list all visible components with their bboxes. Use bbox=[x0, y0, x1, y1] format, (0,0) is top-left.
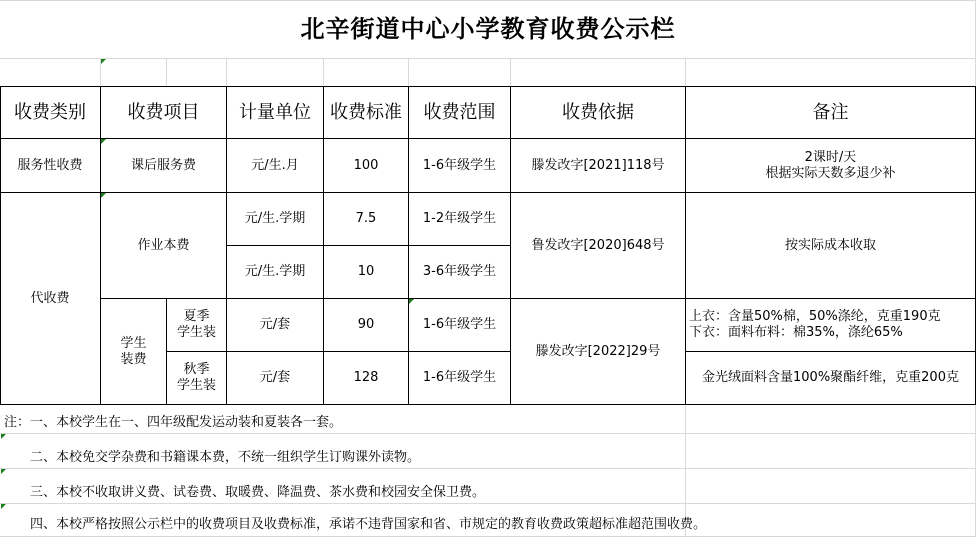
header-basis: 收费依据 bbox=[562, 101, 634, 123]
header-unit: 计量单位 bbox=[239, 101, 311, 123]
service-category: 服务性收费 bbox=[17, 157, 83, 173]
service-unit: 元/生.月 bbox=[251, 157, 299, 173]
note-3: 三、本校不收取讲义费、试卷费、取暖费、降温费、茶水费和校园安全保卫费。 bbox=[4, 485, 486, 500]
cell-comment-marker bbox=[101, 139, 106, 144]
service-remark: 2课时/天 根据实际天数多退少补 bbox=[765, 149, 896, 181]
service-item: 课后服务费 bbox=[130, 157, 196, 173]
service-standard: 100 bbox=[353, 157, 379, 173]
uniform-summary-sub: 夏季 学生装 bbox=[176, 309, 216, 340]
uniform-summary-standard: 90 bbox=[357, 317, 375, 332]
homework-unit-1: 元/生.学期 bbox=[244, 211, 306, 226]
uniform-autumn-sub: 秋季 学生装 bbox=[176, 362, 216, 393]
cell-comment-marker bbox=[101, 193, 106, 198]
page-title: 北辛街道中心小学教育收费公示栏 bbox=[300, 15, 676, 43]
header-fee-category: 收费类别 bbox=[14, 101, 86, 123]
cell-comment-marker bbox=[1, 434, 6, 439]
cell-comment-marker bbox=[101, 59, 106, 64]
homework-unit-2: 元/生.学期 bbox=[244, 264, 306, 279]
uniform-summary-unit: 元/套 bbox=[259, 317, 291, 332]
service-basis: 滕发改字[2021]118号 bbox=[531, 157, 665, 173]
uniform-autumn-scope: 1-6年级学生 bbox=[422, 370, 497, 385]
cell-comment-marker bbox=[1, 504, 6, 509]
header-remark: 备注 bbox=[812, 101, 849, 123]
service-scope: 1-6年级学生 bbox=[422, 157, 497, 173]
uniform-autumn-unit: 元/套 bbox=[259, 370, 291, 385]
homework-basis: 鲁发改字[2020]648号 bbox=[531, 237, 665, 253]
uniform-basis: 滕发改字[2022]29号 bbox=[535, 343, 661, 359]
uniform-summary-remark: 上衣：含量50%棉，50%涤纶，克重190克 下衣：面料布料：棉35%，涤纶65% bbox=[689, 309, 941, 340]
note-2: 二、本校免交学杂费和书籍课本费，不统一组织学生订购课外读物。 bbox=[4, 450, 421, 465]
homework-remark: 按实际成本收取 bbox=[784, 237, 876, 253]
cell-comment-marker bbox=[1, 469, 6, 474]
cell-comment-marker bbox=[409, 299, 414, 304]
homework-scope-1: 1-2年级学生 bbox=[422, 211, 497, 226]
homework-item: 作业本费 bbox=[137, 237, 190, 253]
homework-scope-2: 3-6年级学生 bbox=[422, 264, 497, 279]
note-1: 注：一、本校学生在一、四年级配发运动装和夏装各一套。 bbox=[4, 415, 343, 430]
homework-standard-1: 7.5 bbox=[355, 211, 377, 226]
note-4: 四、本校严格按照公示栏中的收费项目及收费标准，承诺不违背国家和省、市规定的教育收费政策超标准超范围收费。 bbox=[4, 517, 707, 532]
uniform-autumn-remark: 金光绒面料含量100%聚酯纤维，克重200克 bbox=[702, 370, 959, 385]
uniform-item: 学生 装费 bbox=[120, 335, 147, 367]
homework-standard-2: 10 bbox=[357, 264, 375, 279]
header-scope: 收费范围 bbox=[423, 101, 496, 123]
collect-category: 代收费 bbox=[30, 290, 70, 306]
uniform-summary-scope: 1-6年级学生 bbox=[422, 317, 497, 332]
header-standard: 收费标准 bbox=[330, 101, 402, 123]
header-fee-item: 收费项目 bbox=[127, 101, 200, 123]
uniform-autumn-standard: 128 bbox=[353, 370, 379, 385]
